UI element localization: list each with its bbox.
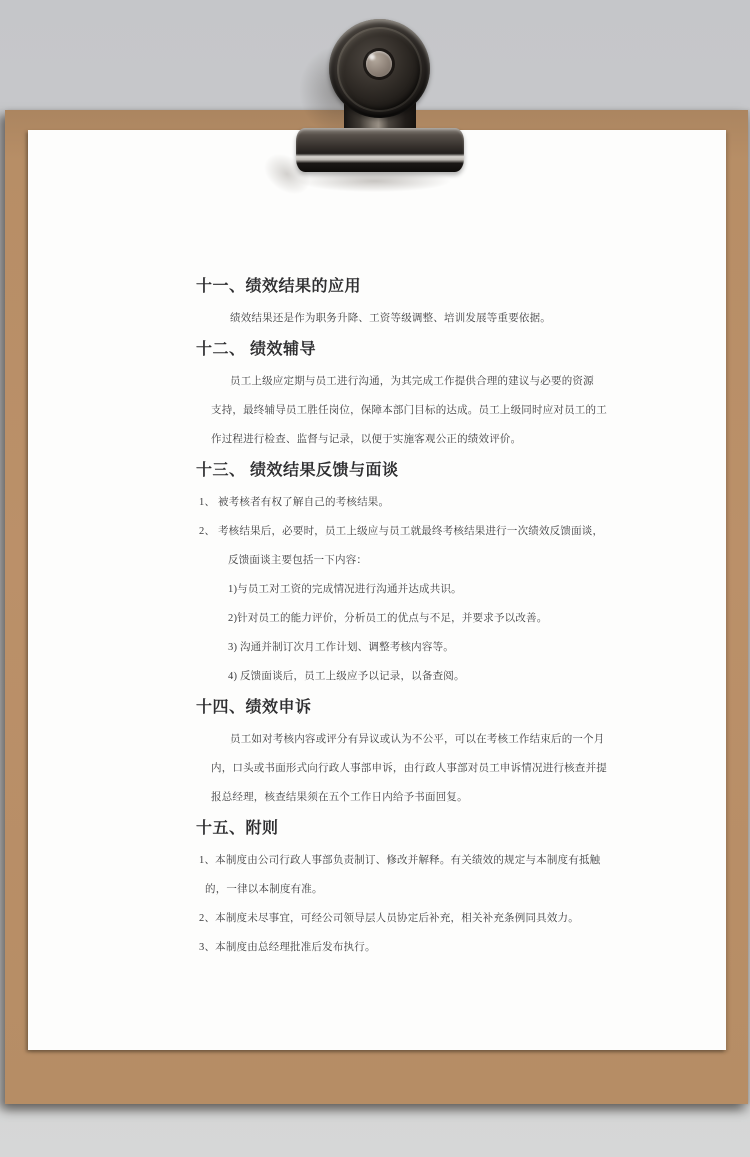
document-line: 1、本制度由公司行政人事部负责制订、修改并解释。有关绩效的规定与本制度有抵触 — [199, 855, 601, 866]
document-line: 报总经理，核查结果须在五个工作日内给予书面回复。 — [211, 792, 468, 803]
clip-bar — [296, 128, 464, 172]
document-line: 内，口头或书面形式向行政人事部申诉，由行政人事部对员工申诉情况进行核查并提 — [211, 763, 607, 774]
section-heading: 十四、绩效申诉 — [196, 699, 312, 716]
document-line: 员工如对考核内容或评分有异议或认为不公平，可以在考核工作结束后的一个月 — [230, 734, 605, 745]
section-heading: 十三、 绩效结果反馈与面谈 — [196, 462, 399, 479]
document-line: 2)针对员工的能力评价，分析员工的优点与不足，并要求予以改善。 — [228, 613, 548, 624]
section-heading: 十一、绩效结果的应用 — [196, 278, 362, 295]
document-line: 反馈面谈主要包括一下内容： — [228, 555, 368, 566]
document-line: 3) 沟通并制订次月工作计划、调整考核内容等。 — [228, 642, 454, 653]
document-line: 的，一律以本制度有准。 — [205, 884, 323, 895]
document-text — [28, 270, 726, 962]
document-line: 2、本制度未尽事宜，可经公司领导层人员协定后补充，相关补充条例同具效力。 — [199, 913, 579, 924]
document-line: 4) 反馈面谈后，员工上级应予以记录，以备查阅。 — [228, 671, 465, 682]
document-line: 2、 考核结果后，必要时，员工上级应与员工就最终考核结果进行一次绩效反馈面谈， — [199, 526, 604, 537]
document-line: 员工上级应定期与员工进行沟通，为其完成工作提供合理的建议与必要的资源 — [230, 376, 594, 387]
document-line: 绩效结果还是作为职务升降、工资等级调整、培训发展等重要依据。 — [230, 313, 551, 324]
section-heading: 十五、附则 — [196, 820, 279, 837]
clipboard-board — [5, 110, 748, 1104]
document-line: 1、 被考核者有权了解自己的考核结果。 — [199, 497, 390, 508]
document-line: 作过程进行检查、监督与记录，以便于实施客观公正的绩效评价。 — [211, 434, 522, 445]
document-line: 1)与员工对工资的完成情况进行沟通并达成共识。 — [228, 584, 462, 595]
document-line: 3、本制度由总经理批准后发布执行。 — [199, 942, 376, 953]
paper-sheet — [28, 130, 726, 1050]
section-heading: 十二、 绩效辅导 — [196, 341, 317, 358]
document-line: 支持，最终辅导员工胜任岗位，保障本部门目标的达成。员工上级同时应对员工的工 — [211, 405, 607, 416]
clip-knob-glint — [369, 54, 375, 60]
